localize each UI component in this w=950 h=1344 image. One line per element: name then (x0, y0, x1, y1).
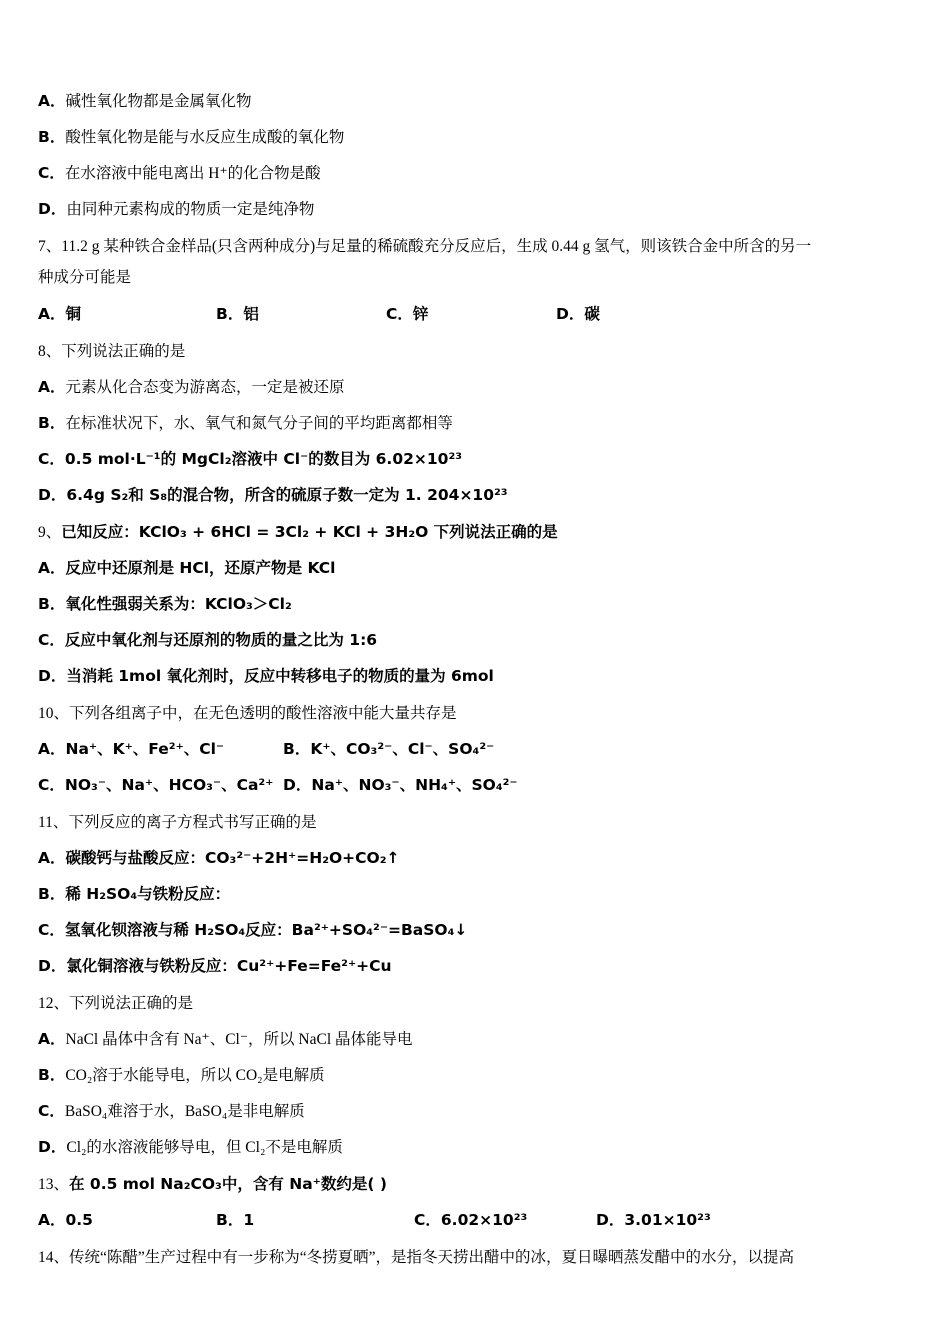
option-text: 氧化性强弱关系为：KClO₃＞Cl₂ (65, 595, 292, 613)
option-text: Cl₂的水溶液能够导电，但 Cl₂不是电解质 (66, 1139, 343, 1156)
option-label: D． (38, 667, 67, 685)
option-row (38, 549, 914, 585)
option-row (38, 1020, 914, 1056)
option-label: D． (38, 486, 67, 504)
option-text: 氢氧化钡溶液与稀 H₂SO₄反应：Ba²⁺+SO₄²⁻=BaSO₄↓ (64, 921, 468, 939)
option-a (38, 302, 216, 324)
option-b: B．K⁺、CO₃²⁻、Cl⁻、SO₄²⁻ (283, 740, 495, 758)
question-number: 13、 (38, 1176, 70, 1193)
option-label: A． (38, 1030, 66, 1048)
option-text: 在水溶液中能电离出 H⁺的化合物是酸 (64, 165, 321, 182)
option-d: D．Na⁺、NO₃⁻、NH₄⁺、SO₄²⁻ (283, 776, 518, 794)
option-text: 酸性氧化物是能与水反应生成酸的氧化物 (65, 129, 345, 146)
option-text: 稀 H₂SO₄与铁粉反应： (65, 885, 231, 903)
option-row (38, 947, 914, 983)
option-text: 3.01×10²³ (624, 1211, 711, 1229)
option-label: C． (38, 450, 65, 468)
option-text: 1 (243, 1211, 255, 1229)
option-text: 元素从化合态变为游离态，一定是被还原 (65, 379, 345, 396)
question-number: 11、 (38, 814, 69, 831)
option-text: 反应中还原剂是 HCl，还原产物是 KCl (65, 559, 336, 577)
option-label: D． (556, 305, 585, 323)
option-a (38, 1208, 216, 1230)
option-row (38, 190, 914, 226)
option-text: 铝 (243, 305, 259, 323)
option-label: C． (38, 164, 65, 182)
option-text: 6.4g S₂和 S₈的混合物，所含的硫原子数一定为 1. 204×10²³ (66, 486, 508, 504)
question-stem (38, 802, 914, 839)
option-label: C． (386, 305, 413, 323)
option-label: A． (38, 305, 66, 323)
option-label: B． (216, 305, 244, 323)
option-row (38, 404, 914, 440)
option-label: D． (38, 1138, 67, 1156)
option-text: NaCl 晶体中含有 Na⁺、Cl⁻，所以 NaCl 晶体能导电 (65, 1031, 413, 1048)
question-stem (38, 226, 914, 263)
option-label: D． (596, 1211, 625, 1229)
question-number: 10、 (38, 705, 70, 722)
question-text: 下列反应的离子方程式书写正确的是 (68, 814, 317, 831)
option-label: D． (38, 957, 67, 975)
option-row (38, 621, 914, 657)
question-stem (38, 1164, 914, 1201)
option-label: B． (38, 885, 66, 903)
option-label: B． (38, 595, 66, 613)
option-row-inline (38, 295, 914, 331)
option-row-inline (38, 1201, 914, 1237)
question-stem (38, 331, 914, 368)
question-text: 在 0.5 mol Na₂CO₃中，含有 Na⁺数约是( ) (69, 1175, 387, 1193)
option-row-inline (38, 730, 914, 766)
question-stem (38, 983, 914, 1020)
option-text: 碱性氧化物都是金属氧化物 (65, 93, 252, 110)
option-label: D． (38, 200, 67, 218)
question-text: 11.2 g 某种铁合金样品(只含两种成分)与足量的稀硫酸充分反应后，生成 0.44 g 氢气，则该铁合金中所含的另一 (61, 238, 812, 255)
option-text: 碳 (584, 305, 600, 323)
option-c: C．NO₃⁻、Na⁺、HCO₃⁻、Ca²⁺ (38, 776, 274, 794)
option-row (38, 585, 914, 621)
option-row (38, 476, 914, 512)
question-text: 已知反应：KClO₃ + 6HCl = 3Cl₂ + KCl + 3H₂O 下列说法正确的是 (61, 523, 558, 541)
option-row (38, 1128, 914, 1164)
option-label: A． (38, 1211, 66, 1229)
question-text: 下列说法正确的是 (61, 343, 186, 360)
question-number: 7、 (38, 238, 62, 255)
option-label: B． (216, 1211, 244, 1229)
option-label: C． (414, 1211, 441, 1229)
option-row (38, 1092, 914, 1128)
question-text-cont: 种成分可能是 (38, 269, 132, 286)
option-c (386, 302, 556, 324)
option-b (216, 1208, 414, 1230)
option-text: 6.02×10²³ (440, 1211, 528, 1229)
question-text: 下列各组离子中，在无色透明的酸性溶液中能大量共存是 (69, 705, 457, 722)
option-label: B． (38, 414, 66, 432)
option-text: 反应中氧化剂与还原剂的物质的量之比为 1:6 (64, 631, 378, 649)
option-label: C． (38, 1102, 65, 1120)
option-row-inline (38, 766, 914, 802)
option-text: 锌 (412, 305, 429, 323)
exam-questions-container (38, 82, 914, 1274)
option-text: 0.5 mol·L⁻¹的 MgCl₂溶液中 Cl⁻的数目为 6.02×10²³ (64, 450, 463, 468)
option-row (38, 368, 914, 404)
option-label: A． (38, 378, 66, 396)
question-number: 8、 (38, 343, 62, 360)
option-b (216, 302, 386, 324)
option-text: 由同种元素构成的物质一定是纯净物 (66, 201, 315, 218)
option-row (38, 118, 914, 154)
option-row (38, 440, 914, 476)
question-stem (38, 693, 914, 730)
option-text: BaSO₄难溶于水，BaSO₄是非电解质 (64, 1103, 305, 1120)
question-text: 传统“陈醋”生产过程中有一步称为“冬捞夏晒”，是指冬天捞出醋中的冰，夏日曝晒蒸发醋中的水分，以提高 (69, 1249, 795, 1266)
option-text: 0.5 (65, 1211, 93, 1229)
option-label: B． (38, 1066, 66, 1084)
option-d (556, 302, 600, 324)
question-stem-continued (38, 263, 914, 295)
question-stem (38, 512, 914, 549)
option-row (38, 657, 914, 693)
option-row (38, 154, 914, 190)
option-row (38, 1056, 914, 1092)
option-row (38, 875, 914, 911)
question-text: 下列说法正确的是 (69, 995, 194, 1012)
option-text: 当消耗 1mol 氧化剂时，反应中转移电子的物质的量为 6mol (66, 667, 494, 685)
question-stem (38, 1237, 914, 1274)
option-text: 氯化铜溶液与铁粉反应：Cu²⁺+Fe=Fe²⁺+Cu (66, 957, 392, 975)
option-label: C． (38, 921, 65, 939)
option-label: A． (38, 849, 66, 867)
option-text: 铜 (65, 305, 82, 323)
option-label: B． (38, 128, 66, 146)
option-row (38, 839, 914, 875)
question-number: 9、 (38, 524, 62, 541)
option-text: 碳酸钙与盐酸反应：CO₃²⁻+2H⁺=H₂O+CO₂↑ (65, 849, 400, 867)
question-number: 14、 (38, 1249, 70, 1266)
option-label: A． (38, 559, 66, 577)
option-a: A．Na⁺、K⁺、Fe²⁺、Cl⁻ (38, 740, 225, 758)
option-row (38, 911, 914, 947)
option-text: 在标准状况下，水、氧气和氮气分子间的平均距离都相等 (65, 415, 453, 432)
option-label: A． (38, 92, 66, 110)
option-d (596, 1208, 711, 1230)
option-row (38, 82, 914, 118)
option-text: CO₂溶于水能导电，所以 CO₂是电解质 (65, 1067, 325, 1084)
question-number: 12、 (38, 995, 70, 1012)
option-label: C． (38, 631, 65, 649)
option-c (414, 1208, 596, 1230)
